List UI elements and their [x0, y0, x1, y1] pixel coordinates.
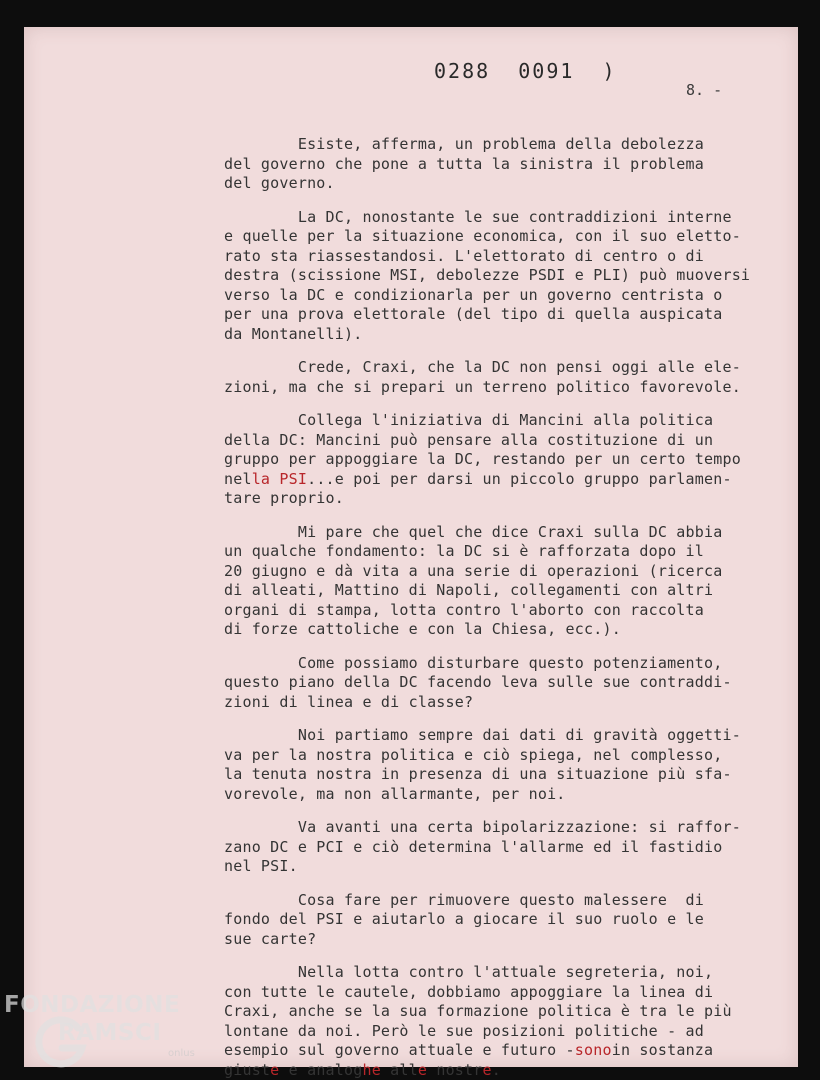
- watermark-suffix: onlus: [168, 1048, 195, 1059]
- document-page: [24, 27, 798, 1079]
- handwritten-correction: sono: [574, 1041, 612, 1059]
- paragraph: Va avanti una certa bipolarizzazione: si raffor- zano DC e PCI e ciò determina l'allarme ed il fastidio nel PSI.: [224, 818, 741, 875]
- paragraph: Nella lotta contro l'attuale segreteria, noi, con tutte le cautele, dobbiamo appoggiare la linea di Craxi, anche se la sua formazione politica è tra le più lontane da noi. Però le sue posizioni politiche - ad: [224, 963, 732, 1040]
- text-fragment: nel: [224, 469, 252, 488]
- text-fragment: in sostanza: [611, 1041, 714, 1059]
- paragraph: Mi pare che quel che dice Craxi sulla DC abbia un qualche fondamento: la DC si è rafforzata dopo il 20 giugno e dà vita a una serie di operazioni (ricerca di alleati, Mattino di Napoli, collegamenti con altri organi di stampa, lotta contro l'aborto con raccolta di forze cattoliche e con la Chiesa, ecc.).: [224, 522, 723, 638]
- text-fragment: .: [491, 1060, 501, 1079]
- text-fragment: e analog: [279, 1060, 363, 1079]
- handwritten-correction: e: [482, 1060, 492, 1079]
- paragraph: Come possiamo disturbare questo potenziamento, questo piano della DC facendo leva sulle sue contraddi- zioni di linea e di classe?: [224, 653, 732, 711]
- text-fragment: esempio sul governo attuale e futuro -: [224, 1041, 575, 1059]
- archive-document-number: 0288 0091 ): [434, 59, 617, 83]
- handwritten-correction: la PSI: [251, 469, 308, 488]
- page-number: 8. -: [686, 81, 723, 99]
- paragraph: Esiste, afferma, un problema della debolezza del governo che pone a tutta la sinistra il problema del governo.: [224, 135, 704, 192]
- text-fragment: all: [380, 1060, 418, 1079]
- paragraph: La DC, nonostante le sue contraddizioni interne e quelle per la situazione economica, con il suo eletto- rato sta riassestandosi. L'elettorato di centro o di destra (scissione MSI, debolezze PSDI e PLI) può muoversi verso la DC e condizionarla per un governo centrista o per una prova elettorale (del tipo di quella auspicata da Montanelli).: [224, 207, 751, 343]
- paragraph: Collega l'iniziativa di Mancini alla politica della DC: Mancini può pensare alla costituzione di un gruppo per appoggiare la DC, restando per un certo tempo: [224, 411, 741, 468]
- text-line-with-correction: [224, 470, 784, 490]
- handwritten-correction: e: [417, 1060, 428, 1079]
- paragraph: Cosa fare per rimuovere questo malessere di fondo del PSI e aiutarlo a giocare il suo ruolo e le sue carte?: [224, 890, 704, 948]
- text-line-with-correction: [224, 1061, 784, 1080]
- watermark-line-2: RAMSCI: [58, 1020, 162, 1046]
- paragraph-end: tare proprio.: [224, 489, 344, 507]
- text-fragment: ...e poi per darsi un piccolo gruppo parlamen-: [307, 469, 732, 488]
- text-fragment: giust: [224, 1060, 271, 1079]
- handwritten-correction: he: [362, 1060, 381, 1079]
- watermark-line-1: FONDAZIONE: [4, 992, 181, 1018]
- paragraph: Noi partiamo sempre dai dati di gravità oggetti- va per la nostra politica e ciò spiega, nel complesso, la tenuta nostra in presenza di una situazione più sfa- vorevole, ma non allarmante, per noi.: [224, 726, 741, 803]
- text-line-with-correction: [224, 1041, 784, 1061]
- fondazione-gramsci-watermark: [0, 990, 210, 1080]
- typed-text-body: [224, 135, 784, 1080]
- paragraph: Crede, Craxi, che la DC non pensi oggi alle ele- zioni, ma che si prepari un terreno politico favorevole.: [224, 358, 741, 396]
- handwritten-correction: e: [270, 1060, 280, 1079]
- text-fragment: nostr: [427, 1060, 483, 1079]
